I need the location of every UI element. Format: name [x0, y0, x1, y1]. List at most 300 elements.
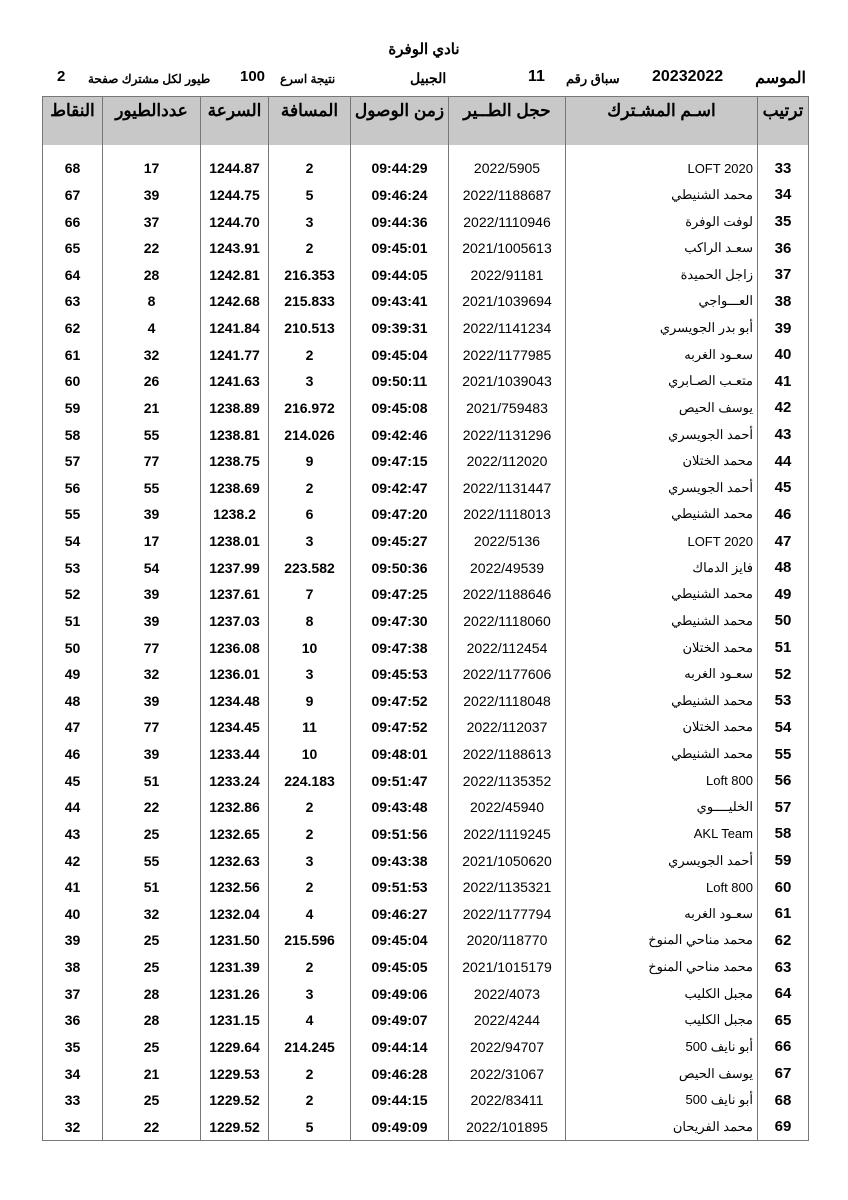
cell-arrival-time: 09:47:30: [351, 608, 449, 635]
cell-points: 53: [43, 554, 103, 581]
cell-distance: 210.513: [269, 315, 351, 342]
table-row: [43, 421, 809, 448]
cell-points: 65: [43, 235, 103, 262]
cell-member-name: يوسف الحيص: [566, 1060, 758, 1087]
col-rank: ترتيب: [758, 97, 809, 146]
cell-points: 60: [43, 368, 103, 395]
table-body: [43, 145, 809, 1141]
cell-rank: 61: [758, 901, 809, 928]
cell-speed: 1242.68: [201, 288, 269, 315]
cell-points: 45: [43, 767, 103, 794]
cell-distance: 9: [269, 448, 351, 475]
table-row: [43, 714, 809, 741]
cell-distance: 2: [269, 874, 351, 901]
cell-points: 34: [43, 1060, 103, 1087]
cell-arrival-time: 09:43:38: [351, 847, 449, 874]
cell-arrival-time: 09:49:06: [351, 980, 449, 1007]
cell-distance: 5: [269, 182, 351, 209]
table-row: [43, 315, 809, 342]
cell-speed: 1232.04: [201, 901, 269, 928]
cell-rank: 68: [758, 1087, 809, 1114]
cell-distance: 2: [269, 155, 351, 182]
cell-arrival-time: 09:44:14: [351, 1034, 449, 1061]
cell-ring: 2022/1188646: [449, 581, 566, 608]
col-arrival-time: زمن الوصول: [351, 97, 449, 146]
cell-ring: 2022/1119245: [449, 821, 566, 848]
cell-rank: 64: [758, 980, 809, 1007]
cell-points: 61: [43, 341, 103, 368]
cell-bird-count: 28: [103, 1007, 201, 1034]
table-row: [43, 448, 809, 475]
cell-ring: 2022/4244: [449, 1007, 566, 1034]
cell-rank: 52: [758, 661, 809, 688]
spacer-cell: [758, 145, 809, 155]
page-number: 2: [57, 68, 66, 85]
cell-points: 62: [43, 315, 103, 342]
cell-arrival-time: 09:48:01: [351, 741, 449, 768]
cell-points: 68: [43, 155, 103, 182]
cell-arrival-time: 09:44:36: [351, 208, 449, 235]
cell-distance: 10: [269, 741, 351, 768]
cell-rank: 57: [758, 794, 809, 821]
cell-ring: 2022/1118060: [449, 608, 566, 635]
table-row: [43, 634, 809, 661]
cell-arrival-time: 09:45:05: [351, 954, 449, 981]
cell-arrival-time: 09:46:27: [351, 901, 449, 928]
cell-bird-count: 39: [103, 581, 201, 608]
cell-speed: 1229.52: [201, 1087, 269, 1114]
cell-arrival-time: 09:51:56: [351, 821, 449, 848]
cell-bird-count: 39: [103, 608, 201, 635]
result-label: نتيجة اسرع: [280, 72, 336, 86]
cell-speed: 1231.15: [201, 1007, 269, 1034]
cell-ring: 2022/112020: [449, 448, 566, 475]
cell-distance: 224.183: [269, 767, 351, 794]
cell-distance: 214.245: [269, 1034, 351, 1061]
cell-rank: 47: [758, 528, 809, 555]
cell-rank: 36: [758, 235, 809, 262]
cell-ring: 2021/1039694: [449, 288, 566, 315]
cell-rank: 35: [758, 208, 809, 235]
cell-member-name: سعـود الغربه: [566, 901, 758, 928]
cell-speed: 1232.63: [201, 847, 269, 874]
cell-member-name: محمد مناحي المنوخ: [566, 954, 758, 981]
cell-ring: 2022/1177606: [449, 661, 566, 688]
cell-rank: 56: [758, 767, 809, 794]
cell-speed: 1244.87: [201, 155, 269, 182]
cell-bird-count: 17: [103, 155, 201, 182]
cell-member-name: مجبل الكليب: [566, 980, 758, 1007]
cell-speed: 1242.81: [201, 262, 269, 289]
cell-distance: 2: [269, 794, 351, 821]
cell-distance: 3: [269, 847, 351, 874]
table-row: [43, 581, 809, 608]
cell-distance: 214.026: [269, 421, 351, 448]
table-row: [43, 1114, 809, 1141]
cell-speed: 1231.50: [201, 927, 269, 954]
cell-arrival-time: 09:49:07: [351, 1007, 449, 1034]
spacer-row: [43, 145, 809, 155]
cell-arrival-time: 09:43:48: [351, 794, 449, 821]
cell-distance: 3: [269, 208, 351, 235]
table-row: [43, 688, 809, 715]
cell-arrival-time: 09:47:52: [351, 714, 449, 741]
cell-bird-count: 17: [103, 528, 201, 555]
cell-member-name: يوسف الحيص: [566, 395, 758, 422]
cell-speed: 1231.26: [201, 980, 269, 1007]
cell-member-name: فايز الدماك: [566, 554, 758, 581]
cell-ring: 2022/1141234: [449, 315, 566, 342]
cell-distance: 2: [269, 235, 351, 262]
race-location: الجبيل: [410, 70, 447, 86]
cell-bird-count: 25: [103, 954, 201, 981]
spacer-cell: [103, 145, 201, 155]
cell-speed: 1238.81: [201, 421, 269, 448]
table-row: [43, 155, 809, 182]
spacer-cell: [351, 145, 449, 155]
table-row: [43, 235, 809, 262]
table-row: [43, 501, 809, 528]
cell-arrival-time: 09:42:47: [351, 475, 449, 502]
cell-ring: 2021/1005613: [449, 235, 566, 262]
cell-member-name: محمد الشنيطي: [566, 688, 758, 715]
cell-bird-count: 25: [103, 1087, 201, 1114]
cell-speed: 1238.75: [201, 448, 269, 475]
cell-ring: 2022/91181: [449, 262, 566, 289]
cell-member-name: محمد الشنيطي: [566, 501, 758, 528]
cell-bird-count: 26: [103, 368, 201, 395]
cell-distance: 2: [269, 1060, 351, 1087]
cell-bird-count: 4: [103, 315, 201, 342]
cell-ring: 2022/1177794: [449, 901, 566, 928]
col-bird-count: عددالطيور: [103, 97, 201, 146]
cell-rank: 38: [758, 288, 809, 315]
cell-points: 44: [43, 794, 103, 821]
cell-rank: 43: [758, 421, 809, 448]
table-row: [43, 528, 809, 555]
cell-points: 50: [43, 634, 103, 661]
cell-rank: 53: [758, 688, 809, 715]
cell-bird-count: 77: [103, 634, 201, 661]
cell-ring: 2022/5136: [449, 528, 566, 555]
per-member-label: طيور لكل مشترك صفحة: [88, 72, 211, 86]
cell-member-name: محمد الختلان: [566, 714, 758, 741]
cell-member-name: محمد مناحي المنوخ: [566, 927, 758, 954]
table-row: [43, 794, 809, 821]
cell-ring: 2022/1110946: [449, 208, 566, 235]
cell-member-name: لوفت الوفرة: [566, 208, 758, 235]
cell-points: 38: [43, 954, 103, 981]
cell-rank: 48: [758, 554, 809, 581]
cell-ring: 2021/1039043: [449, 368, 566, 395]
cell-bird-count: 51: [103, 874, 201, 901]
cell-arrival-time: 09:47:20: [351, 501, 449, 528]
cell-points: 36: [43, 1007, 103, 1034]
cell-speed: 1232.65: [201, 821, 269, 848]
col-member-name: اسـم المشـترك: [566, 97, 758, 146]
cell-bird-count: 55: [103, 475, 201, 502]
cell-distance: 4: [269, 901, 351, 928]
cell-distance: 2: [269, 1087, 351, 1114]
cell-points: 57: [43, 448, 103, 475]
cell-member-name: سعـود الغربه: [566, 661, 758, 688]
cell-member-name: Loft 800: [566, 767, 758, 794]
cell-rank: 46: [758, 501, 809, 528]
cell-distance: 10: [269, 634, 351, 661]
race-number: 11: [528, 68, 545, 85]
cell-member-name: سعـد الراكب: [566, 235, 758, 262]
cell-ring: 2022/101895: [449, 1114, 566, 1141]
table-row: [43, 980, 809, 1007]
cell-ring: 2022/1131296: [449, 421, 566, 448]
cell-rank: 54: [758, 714, 809, 741]
cell-rank: 49: [758, 581, 809, 608]
cell-rank: 41: [758, 368, 809, 395]
cell-points: 41: [43, 874, 103, 901]
spacer-cell: [43, 145, 103, 155]
cell-ring: 2022/1135352: [449, 767, 566, 794]
cell-points: 43: [43, 821, 103, 848]
cell-points: 64: [43, 262, 103, 289]
cell-rank: 58: [758, 821, 809, 848]
table-row: [43, 368, 809, 395]
cell-ring: 2022/4073: [449, 980, 566, 1007]
cell-distance: 2: [269, 954, 351, 981]
cell-arrival-time: 09:47:38: [351, 634, 449, 661]
cell-points: 63: [43, 288, 103, 315]
table-row: [43, 1060, 809, 1087]
cell-arrival-time: 09:45:04: [351, 927, 449, 954]
cell-bird-count: 32: [103, 661, 201, 688]
cell-ring: 2022/1177985: [449, 341, 566, 368]
col-speed: السرعة: [201, 97, 269, 146]
cell-ring: 2020/118770: [449, 927, 566, 954]
cell-speed: 1232.56: [201, 874, 269, 901]
cell-member-name: Loft 800: [566, 874, 758, 901]
cell-member-name: العـــواجي: [566, 288, 758, 315]
cell-points: 42: [43, 847, 103, 874]
cell-member-name: متعـب الصـابري: [566, 368, 758, 395]
cell-distance: 223.582: [269, 554, 351, 581]
cell-rank: 40: [758, 341, 809, 368]
cell-arrival-time: 09:46:24: [351, 182, 449, 209]
cell-distance: 216.353: [269, 262, 351, 289]
table-row: [43, 821, 809, 848]
table-row: [43, 341, 809, 368]
col-ring: حجل الطــير: [449, 97, 566, 146]
cell-speed: 1232.86: [201, 794, 269, 821]
cell-member-name: محمد الشنيطي: [566, 581, 758, 608]
cell-member-name: أبو بدر الجويسري: [566, 315, 758, 342]
cell-speed: 1234.48: [201, 688, 269, 715]
cell-distance: 6: [269, 501, 351, 528]
cell-member-name: LOFT 2020: [566, 528, 758, 555]
cell-distance: 4: [269, 1007, 351, 1034]
cell-distance: 3: [269, 528, 351, 555]
cell-rank: 44: [758, 448, 809, 475]
cell-bird-count: 77: [103, 448, 201, 475]
cell-arrival-time: 09:45:08: [351, 395, 449, 422]
cell-arrival-time: 09:45:04: [351, 341, 449, 368]
table-row: [43, 288, 809, 315]
table-row: [43, 1034, 809, 1061]
table-row: [43, 901, 809, 928]
cell-bird-count: 22: [103, 1114, 201, 1141]
cell-speed: 1237.03: [201, 608, 269, 635]
spacer-cell: [566, 145, 758, 155]
table-row: [43, 741, 809, 768]
cell-speed: 1238.2: [201, 501, 269, 528]
cell-speed: 1238.69: [201, 475, 269, 502]
table-row: [43, 954, 809, 981]
season-label: الموسم: [755, 70, 806, 87]
club-title: نادي الوفرة: [388, 41, 460, 58]
cell-arrival-time: 09:50:11: [351, 368, 449, 395]
cell-speed: 1244.75: [201, 182, 269, 209]
cell-ring: 2021/759483: [449, 395, 566, 422]
cell-ring: 2021/1015179: [449, 954, 566, 981]
cell-distance: 2: [269, 821, 351, 848]
cell-arrival-time: 09:42:46: [351, 421, 449, 448]
cell-points: 52: [43, 581, 103, 608]
fastest-count: 100: [240, 68, 266, 85]
cell-distance: 2: [269, 341, 351, 368]
cell-speed: 1229.64: [201, 1034, 269, 1061]
cell-bird-count: 54: [103, 554, 201, 581]
cell-member-name: زاجل الحميدة: [566, 262, 758, 289]
cell-ring: 2022/1118013: [449, 501, 566, 528]
cell-points: 66: [43, 208, 103, 235]
cell-rank: 37: [758, 262, 809, 289]
cell-arrival-time: 09:49:09: [351, 1114, 449, 1141]
col-points: النقاط: [43, 97, 103, 146]
cell-ring: 2022/1188613: [449, 741, 566, 768]
cell-points: 51: [43, 608, 103, 635]
cell-distance: 11: [269, 714, 351, 741]
cell-points: 47: [43, 714, 103, 741]
cell-bird-count: 32: [103, 901, 201, 928]
cell-points: 33: [43, 1087, 103, 1114]
cell-distance: 7: [269, 581, 351, 608]
cell-ring: 2022/1135321: [449, 874, 566, 901]
cell-arrival-time: 09:45:27: [351, 528, 449, 555]
cell-bird-count: 8: [103, 288, 201, 315]
cell-member-name: أحمد الجويسري: [566, 847, 758, 874]
cell-arrival-time: 09:51:53: [351, 874, 449, 901]
cell-speed: 1238.89: [201, 395, 269, 422]
cell-bird-count: 25: [103, 1034, 201, 1061]
table-row: [43, 847, 809, 874]
cell-speed: 1238.01: [201, 528, 269, 555]
cell-distance: 3: [269, 368, 351, 395]
cell-bird-count: 22: [103, 794, 201, 821]
cell-member-name: الخليــــوي: [566, 794, 758, 821]
cell-arrival-time: 09:39:31: [351, 315, 449, 342]
cell-points: 56: [43, 475, 103, 502]
cell-arrival-time: 09:43:41: [351, 288, 449, 315]
cell-arrival-time: 09:44:29: [351, 155, 449, 182]
col-distance: المسافة: [269, 97, 351, 146]
cell-ring: 2022/45940: [449, 794, 566, 821]
cell-arrival-time: 09:45:53: [351, 661, 449, 688]
spacer-cell: [201, 145, 269, 155]
cell-speed: 1229.53: [201, 1060, 269, 1087]
cell-rank: 69: [758, 1114, 809, 1141]
cell-points: 39: [43, 927, 103, 954]
cell-bird-count: 77: [103, 714, 201, 741]
spacer-cell: [449, 145, 566, 155]
cell-bird-count: 39: [103, 688, 201, 715]
header-row: [43, 97, 809, 146]
cell-arrival-time: 09:47:25: [351, 581, 449, 608]
cell-speed: 1237.61: [201, 581, 269, 608]
cell-bird-count: 55: [103, 847, 201, 874]
cell-arrival-time: 09:45:01: [351, 235, 449, 262]
cell-arrival-time: 09:44:05: [351, 262, 449, 289]
results-table: [42, 96, 809, 1141]
cell-member-name: محمد الشنيطي: [566, 741, 758, 768]
cell-arrival-time: 09:44:15: [351, 1087, 449, 1114]
cell-speed: 1236.01: [201, 661, 269, 688]
cell-ring: 2022/83411: [449, 1087, 566, 1114]
cell-points: 40: [43, 901, 103, 928]
cell-points: 59: [43, 395, 103, 422]
cell-points: 58: [43, 421, 103, 448]
cell-points: 55: [43, 501, 103, 528]
cell-distance: 2: [269, 475, 351, 502]
cell-speed: 1237.99: [201, 554, 269, 581]
cell-bird-count: 28: [103, 980, 201, 1007]
cell-rank: 33: [758, 155, 809, 182]
cell-rank: 39: [758, 315, 809, 342]
cell-member-name: مجبل الكليب: [566, 1007, 758, 1034]
cell-ring: 2022/112454: [449, 634, 566, 661]
table-row: [43, 395, 809, 422]
cell-arrival-time: 09:46:28: [351, 1060, 449, 1087]
cell-speed: 1243.91: [201, 235, 269, 262]
cell-speed: 1241.77: [201, 341, 269, 368]
table-row: [43, 182, 809, 209]
cell-distance: 215.596: [269, 927, 351, 954]
cell-speed: 1244.70: [201, 208, 269, 235]
cell-member-name: أحمد الجويسري: [566, 421, 758, 448]
cell-rank: 51: [758, 634, 809, 661]
table-row: [43, 767, 809, 794]
cell-arrival-time: 09:50:36: [351, 554, 449, 581]
cell-distance: 215.833: [269, 288, 351, 315]
cell-bird-count: 28: [103, 262, 201, 289]
cell-member-name: محمد الشنيطي: [566, 182, 758, 209]
cell-speed: 1236.08: [201, 634, 269, 661]
cell-arrival-time: 09:51:47: [351, 767, 449, 794]
cell-speed: 1241.84: [201, 315, 269, 342]
cell-points: 54: [43, 528, 103, 555]
cell-ring: 2022/31067: [449, 1060, 566, 1087]
table-row: [43, 1007, 809, 1034]
cell-distance: 3: [269, 980, 351, 1007]
cell-ring: 2022/94707: [449, 1034, 566, 1061]
cell-member-name: محمد الفريحان: [566, 1114, 758, 1141]
cell-points: 48: [43, 688, 103, 715]
season-value: 20232022: [652, 68, 724, 85]
cell-points: 67: [43, 182, 103, 209]
cell-bird-count: 32: [103, 341, 201, 368]
cell-rank: 63: [758, 954, 809, 981]
cell-rank: 50: [758, 608, 809, 635]
cell-member-name: أحمد الجويسري: [566, 475, 758, 502]
cell-arrival-time: 09:47:52: [351, 688, 449, 715]
cell-distance: 5: [269, 1114, 351, 1141]
